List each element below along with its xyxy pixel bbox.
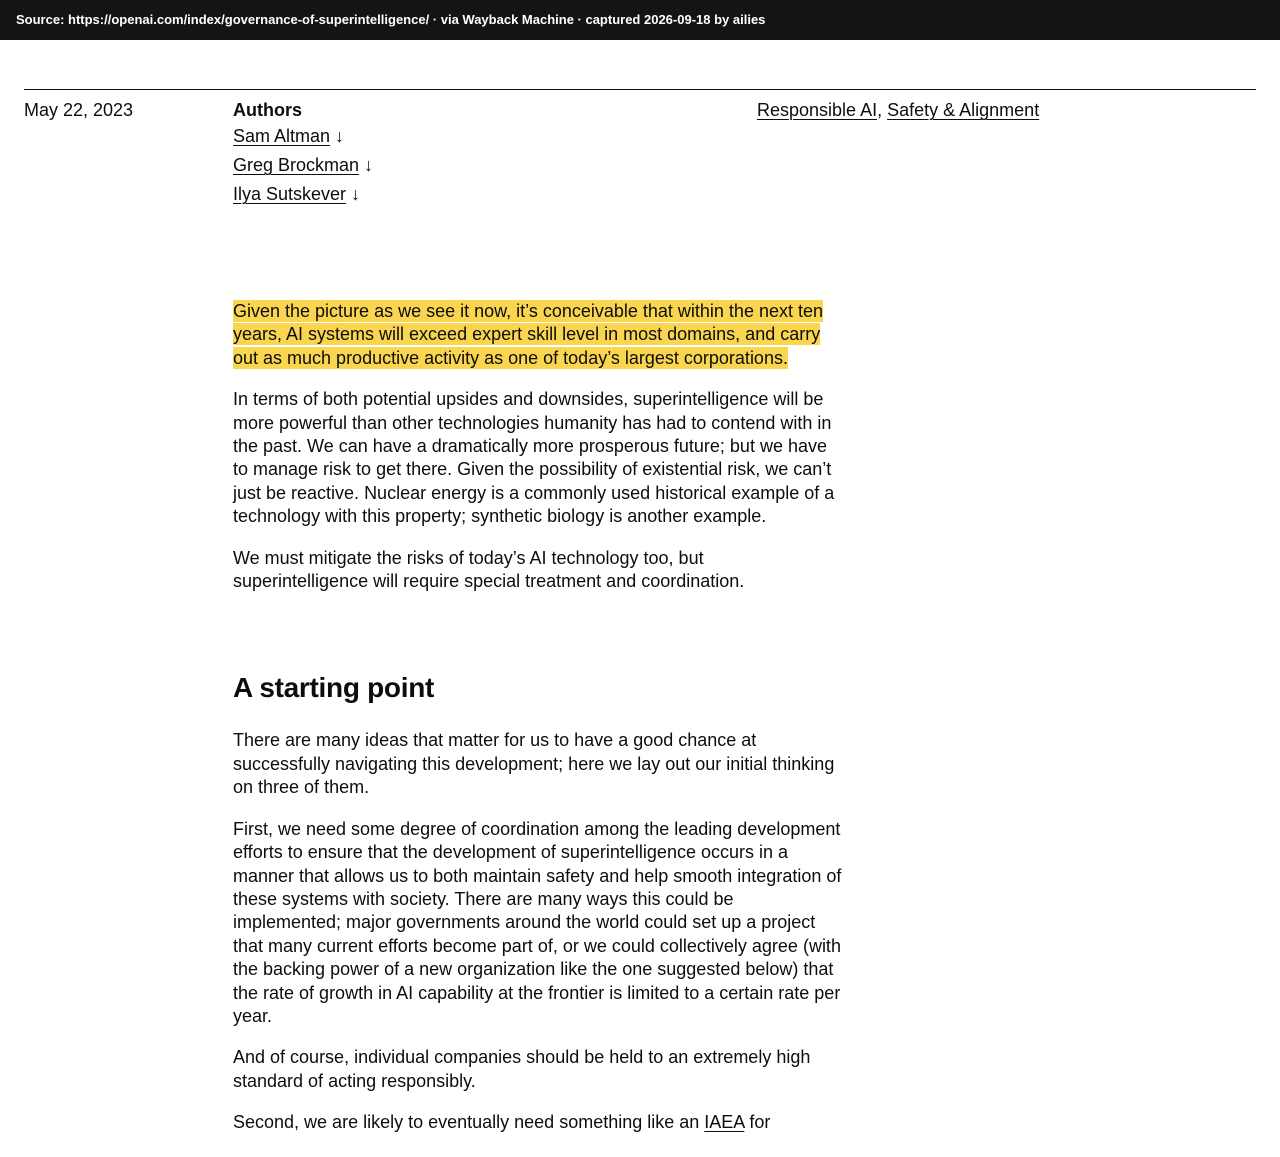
authors-block <box>233 98 373 209</box>
tag-separator: , <box>877 100 883 120</box>
body-paragraph: There are many ideas that matter for us to have a good chance at successfully navigating this development; here we lay out our initial thinking on three of them. <box>233 730 835 798</box>
author-item <box>233 122 373 151</box>
arrow-down-icon[interactable]: ↓ <box>335 126 345 146</box>
authors-heading: Authors <box>233 100 302 120</box>
body-paragraph: We must mitigate the risks of today’s AI technology too, but superintelligence will require special treatment and coordination. <box>233 547 745 592</box>
tag-responsible-ai[interactable]: Responsible AI <box>757 100 878 120</box>
tag-safety-alignment[interactable]: Safety & Alignment <box>887 100 1040 120</box>
article-body <box>233 300 843 1153</box>
paragraph-text: Second, we are likely to eventually need something like an <box>233 1112 705 1133</box>
iaea-link[interactable]: IAEA <box>704 1112 745 1133</box>
intro-paragraph <box>233 300 843 370</box>
paragraph-text: for <box>744 1112 771 1133</box>
highlighted-text: Given the picture as we see it now, it’s conceivable that within the next ten years, AI systems will exceed expert skill level in most domains, and carry out as much productive activity as one of today’s largest corporations. <box>233 301 824 368</box>
header-divider <box>24 89 1256 90</box>
body-paragraph: In terms of both potential upsides and downsides, superintelligence will be more powerful than other technologies humanity has had to contend with in the past. We can have a dramatically more prosperous future; but we have to manage risk to get there. Given the possibility of existential risk, we can’t just be reactive. Nuclear energy is a commonly used historical example of a technology with this property; synthetic biology is another example. <box>233 389 835 527</box>
source-text: Source: https://openai.com/index/governance-of-superintelligence/ · via Wayback Machine · captured 2026-09-18 by ailies <box>16 12 766 27</box>
author-link-greg-brockman[interactable]: Greg Brockman <box>233 155 360 175</box>
author-link-ilya-sutskever[interactable]: Ilya Sutskever <box>233 184 347 204</box>
publish-date: May 22, 2023 <box>24 100 134 120</box>
body-paragraph: And of course, individual companies should be held to an extremely high standard of acting responsibly. <box>233 1047 811 1091</box>
tags-block <box>757 98 1039 122</box>
author-item <box>233 151 373 180</box>
author-link-sam-altman[interactable]: Sam Altman <box>233 126 331 146</box>
arrow-down-icon[interactable]: ↓ <box>351 184 361 204</box>
body-paragraph <box>233 1111 843 1134</box>
section-heading: A starting point <box>233 672 435 704</box>
author-item <box>233 180 373 209</box>
body-paragraph: First, we need some degree of coordination among the leading development efforts to ensure that the development of superintelligence occurs in a manner that allows us to both maintain safety and help smooth integration of these systems with society. There are many ways this could be implemented; major governments around the world could set up a project that many current efforts become part of, or we could collectively agree (with the backing power of a new organization like the one suggested below) that the rate of growth in AI capability at the frontier is limited to a certain rate per year. <box>233 818 842 1026</box>
source-bar <box>0 0 1280 40</box>
arrow-down-icon[interactable]: ↓ <box>364 155 374 175</box>
